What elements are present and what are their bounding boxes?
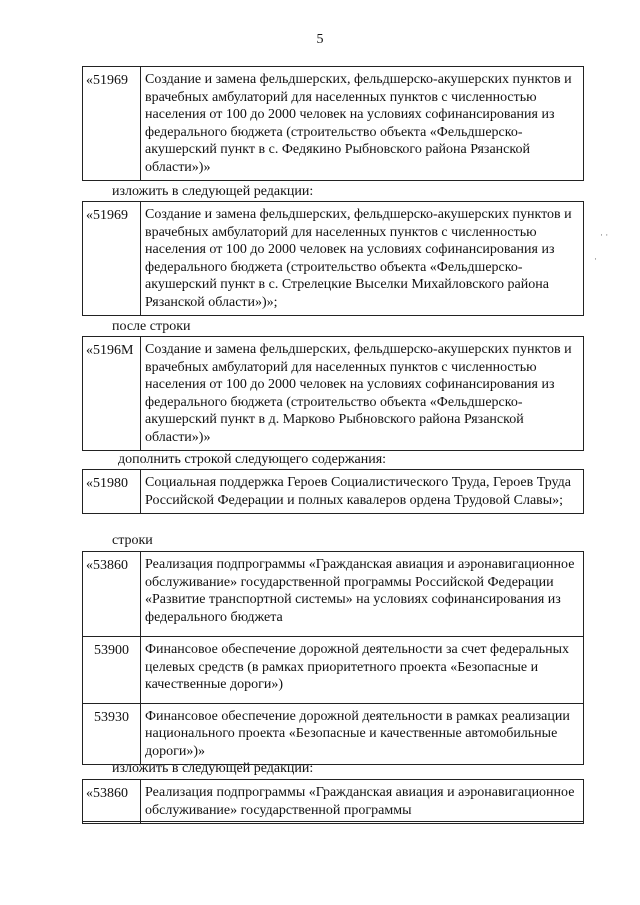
table-row bbox=[83, 636, 583, 703]
table-row bbox=[83, 552, 583, 636]
budget-code: «53860 bbox=[83, 780, 141, 823]
row-description: Реализация подпрограммы «Гражданская авиация и аэронавигационное обслуживание» государственной программы Российской Федерации «Развитие транспортной системы» на условиях софинансирования из федерального бюджета bbox=[145, 557, 575, 625]
table-row bbox=[83, 470, 583, 513]
table-row bbox=[83, 67, 583, 180]
row-description: Реализация подпрограммы «Гражданская авиация и аэронавигационное обслуживание» государственной программы bbox=[145, 785, 575, 818]
budget-code: 53900 bbox=[83, 637, 141, 703]
budget-code: «53860 bbox=[83, 552, 141, 636]
instruction-add-line: дополнить строкой следующего содержания: bbox=[118, 452, 387, 467]
scan-speck: · bbox=[594, 254, 597, 264]
budget-code: «51980 bbox=[83, 470, 141, 513]
table-block-5 bbox=[82, 551, 584, 765]
table-row bbox=[83, 780, 583, 823]
row-description: Создание и замена фельдшерских, фельдшерско-акушерских пунктов и врачебных амбулаторий для населенных пунктов с численностью населения от 100 до 2000 человек на условиях софинансирования из федерального бюджета (строительство объекта «Фельдшерско-акушерский пункт в д. Марково Рыбновского района Рязанской области»)» bbox=[145, 342, 572, 445]
row-description: Социальная поддержка Героев Социалистического Труда, Героев Труда Российской Федерации и полных кавалеров ордена Трудовой Славы»; bbox=[145, 475, 572, 508]
instruction-replace-1: изложить в следующей редакции: bbox=[112, 184, 314, 199]
row-description: Финансовое обеспечение дорожной деятельности в рамках реализации национального проекта «Безопасные и качественные автомобильные дороги»)» bbox=[145, 708, 570, 759]
instruction-lines: строки bbox=[112, 533, 153, 548]
budget-code: «51969 bbox=[83, 202, 141, 315]
instruction-after-line: после строки bbox=[112, 319, 191, 334]
budget-code: 53930 bbox=[83, 704, 141, 765]
page-number: 5 bbox=[316, 32, 324, 47]
row-description: Финансовое обеспечение дорожной деятельности за счет федеральных целевых средств (в рамках приоритетного проекта «Безопасные и качественные дороги») bbox=[145, 642, 570, 692]
scan-speck: · · bbox=[600, 230, 609, 240]
budget-code: «51969 bbox=[83, 67, 141, 180]
row-description: Создание и замена фельдшерских, фельдшерско-акушерских пунктов и врачебных амбулаторий для населенных пунктов с численностью населения от 100 до 2000 человек на условиях софинансирования из федерального бюджета (строительство объекта «Фельдшерско-акушерский пункт в с. Стрелецкие Выселки Михайловского района Рязанской области»)»; bbox=[145, 207, 572, 310]
instruction-replace-2: изложить в следующей редакции: bbox=[112, 761, 314, 776]
table-block-2 bbox=[82, 201, 584, 316]
table-row bbox=[83, 337, 583, 450]
table-row bbox=[83, 202, 583, 315]
row-description: Создание и замена фельдшерских, фельдшерско-акушерских пунктов и врачебных амбулаторий для населенных пунктов с численностью населения от 100 до 2000 человек на условиях софинансирования из федерального бюджета (строительство объекта «Фельдшерско-акушерский пункт в с. Федякино Рыбновского района Рязанской области»)» bbox=[145, 72, 572, 175]
table-block-4 bbox=[82, 469, 584, 514]
table-row bbox=[83, 703, 583, 765]
table-bottom-border bbox=[82, 821, 584, 822]
table-block-1 bbox=[82, 66, 584, 181]
budget-code: «5196М bbox=[83, 337, 141, 450]
table-block-3 bbox=[82, 336, 584, 451]
table-block-6 bbox=[82, 779, 584, 824]
